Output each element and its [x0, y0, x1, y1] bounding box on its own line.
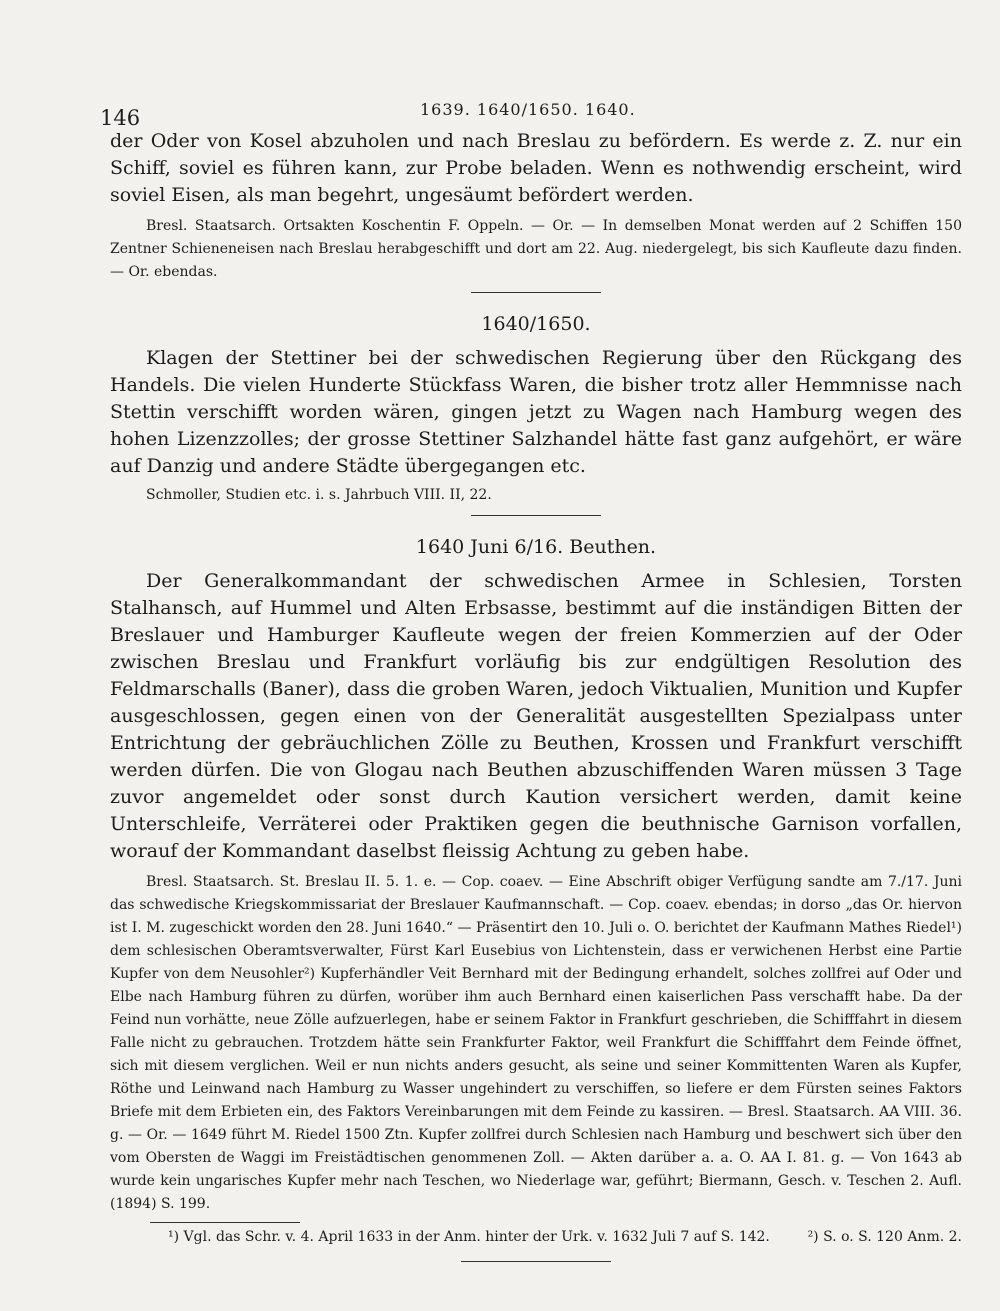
section-1640-1650 [110, 311, 962, 516]
section-continuation [110, 128, 962, 293]
section-heading: 1640/1650. [481, 313, 591, 335]
footnote-1: ¹) Vgl. das Schr. v. 4. April 1633 in der Anm. hinter der Urk. v. 1632 Juli 7 auf S. 142. [168, 1229, 770, 1245]
section-divider [471, 292, 601, 293]
page-end-divider [461, 1261, 611, 1262]
body-paragraph: der Oder von Kosel abzuholen und nach Breslau zu befördern. Es werde z. Z. nur ein Schiff, soviel es führen kann, zur Probe beladen. Wenn es nothwendig erscheint, wird soviel Eisen, als man begehrt, ungesäumt befördert werden. [110, 130, 962, 206]
footnote-divider [150, 1222, 300, 1223]
body-paragraph: Klagen der Stettiner bei der schwedischen Regierung über den Rückgang des Handels. Die vielen Hunderte Stückfass Waren, die bisher trotz aller Hemmnisse nach Stettin verschifft worden wären, gingen jetzt zu Wagen nach Hamburg wegen des hohen Lizenzzolles; der grosse Stettiner Salzhandel hätte fast ganz aufgehört, er wäre auf Danzig und andere Städte übergegangen etc. [110, 347, 962, 477]
source-note: Bresl. Staatsarch. Ortsakten Koschentin F. Oppeln. — Or. — In demselben Monat werden auf 2 Schiffen 150 Zentner Schieneneisen nach Breslau herabgeschifft und dort am 22. Aug. niedergelegt, bis sich Kaufleute dazu finden. — Or. ebendas. [110, 218, 962, 280]
page-content [110, 128, 962, 1262]
footnotes [110, 1227, 962, 1247]
page-header [100, 100, 960, 130]
source-note: Schmoller, Studien etc. i. s. Jahrbuch VIII. II, 22. [146, 487, 492, 503]
page-number: 146 [100, 106, 141, 130]
section-1640-juni-beuthen [110, 534, 962, 1216]
section-divider [471, 515, 601, 516]
section-heading: 1640 Juni 6/16. Beuthen. [415, 536, 657, 558]
source-note: Bresl. Staatsarch. St. Breslau II. 5. 1. e. — Cop. coaev. — Eine Abschrift obiger Verfügung sandte am 7./17. Juni das schwedische Kriegskommissariat der Breslauer Kaufmannschaft. — Cop. coaev. ebendas; in dorso „das Or. hiervon ist I. M. zugeschickt worden den 28. Juni 1640.“ — Präsentirt den 10. Juli o. O. berichtet der Kaufmann Mathes Riedel¹) dem schlesischen Oberamtsverwalter, Fürst Karl Eusebius von Lichtenstein, dass er verwichenen Herbst eine Partie Kupfer von dem Neusohler²) Kupferhändler Veit Bernhard mit der Bedingung erhandelt, solches zollfrei auf Oder und Elbe nach Hamburg führen zu dürfen, worüber ihm auch Bernhard einen kaiserlichen Pass verschafft habe. Da der Feind nun vorhätte, neue Zölle aufzuerlegen, habe er seinem Faktor in Frankfurt geschrieben, die Schifffahrt in diesem Falle nicht zu gebrauchen. Trotzdem hätte sein Frankfurter Faktor, weil Frankfurt die Schifffahrt dem Feinde öffnet, sich mit diesem verglichen. Weil er nun nichts anders gesucht, als seine und seiner Kommittenten Waren als Kupfer, Röthe und Leinwand nach Hamburg zu Wasser ungehindert zu verschiffen, so liefere er dem Fürsten seines Faktors Briefe mit dem Erbieten ein, des Faktors Vereinbarungen mit dem Feinde zu kassiren. — Bresl. Staatsarch. AA VIII. 36. g. — Or. — 1649 führt M. Riedel 1500 Ztn. Kupfer zollfrei durch Schlesien nach Hamburg und beschwert sich über den vom Obersten de Waggi im Freistädtischen genommenen Zoll. — Akten darüber a. a. O. AA I. 81. g. — Von 1643 ab wurde kein ungarisches Kupfer mehr nach Teschen, wo Niederlage war, geführt; Biermann, Gesch. v. Teschen 2. Aufl. (1894) S. 199. [110, 874, 962, 1212]
footnote-2: ²) S. o. S. 120 Anm. 2. [807, 1229, 962, 1245]
body-paragraph: Der Generalkommandant der schwedischen Armee in Schlesien, Torsten Stalhansch, auf Hummel und Alten Erbsasse, bestimmt auf die inständigen Bitten der Breslauer und Hamburger Kaufleute wegen der freien Kommerzien auf der Oder zwischen Breslau und Frankfurt vorläufig bis zur endgültigen Resolution des Feldmarschalls (Baner), dass die groben Waren, jedoch Viktualien, Munition und Kupfer ausgeschlossen, gegen einen von der Generalität ausgestellten Spezialpass unter Entrichtung der gebräuchlichen Zölle zu Beuthen, Krossen und Frankfurt verschifft werden dürfen. Die von Glogau nach Beuthen abzuschiffenden Waren müssen 3 Tage zuvor angemeldet oder sonst durch Kaution versichert werden, damit keine Unterschleife, Verräterei oder Praktiken gegen die beuthnische Garnison vorfallen, worauf der Kommandant daselbst fleissig Achtung zu geben habe. [110, 570, 962, 862]
running-head: 1639. 1640/1650. 1640. [420, 100, 636, 119]
